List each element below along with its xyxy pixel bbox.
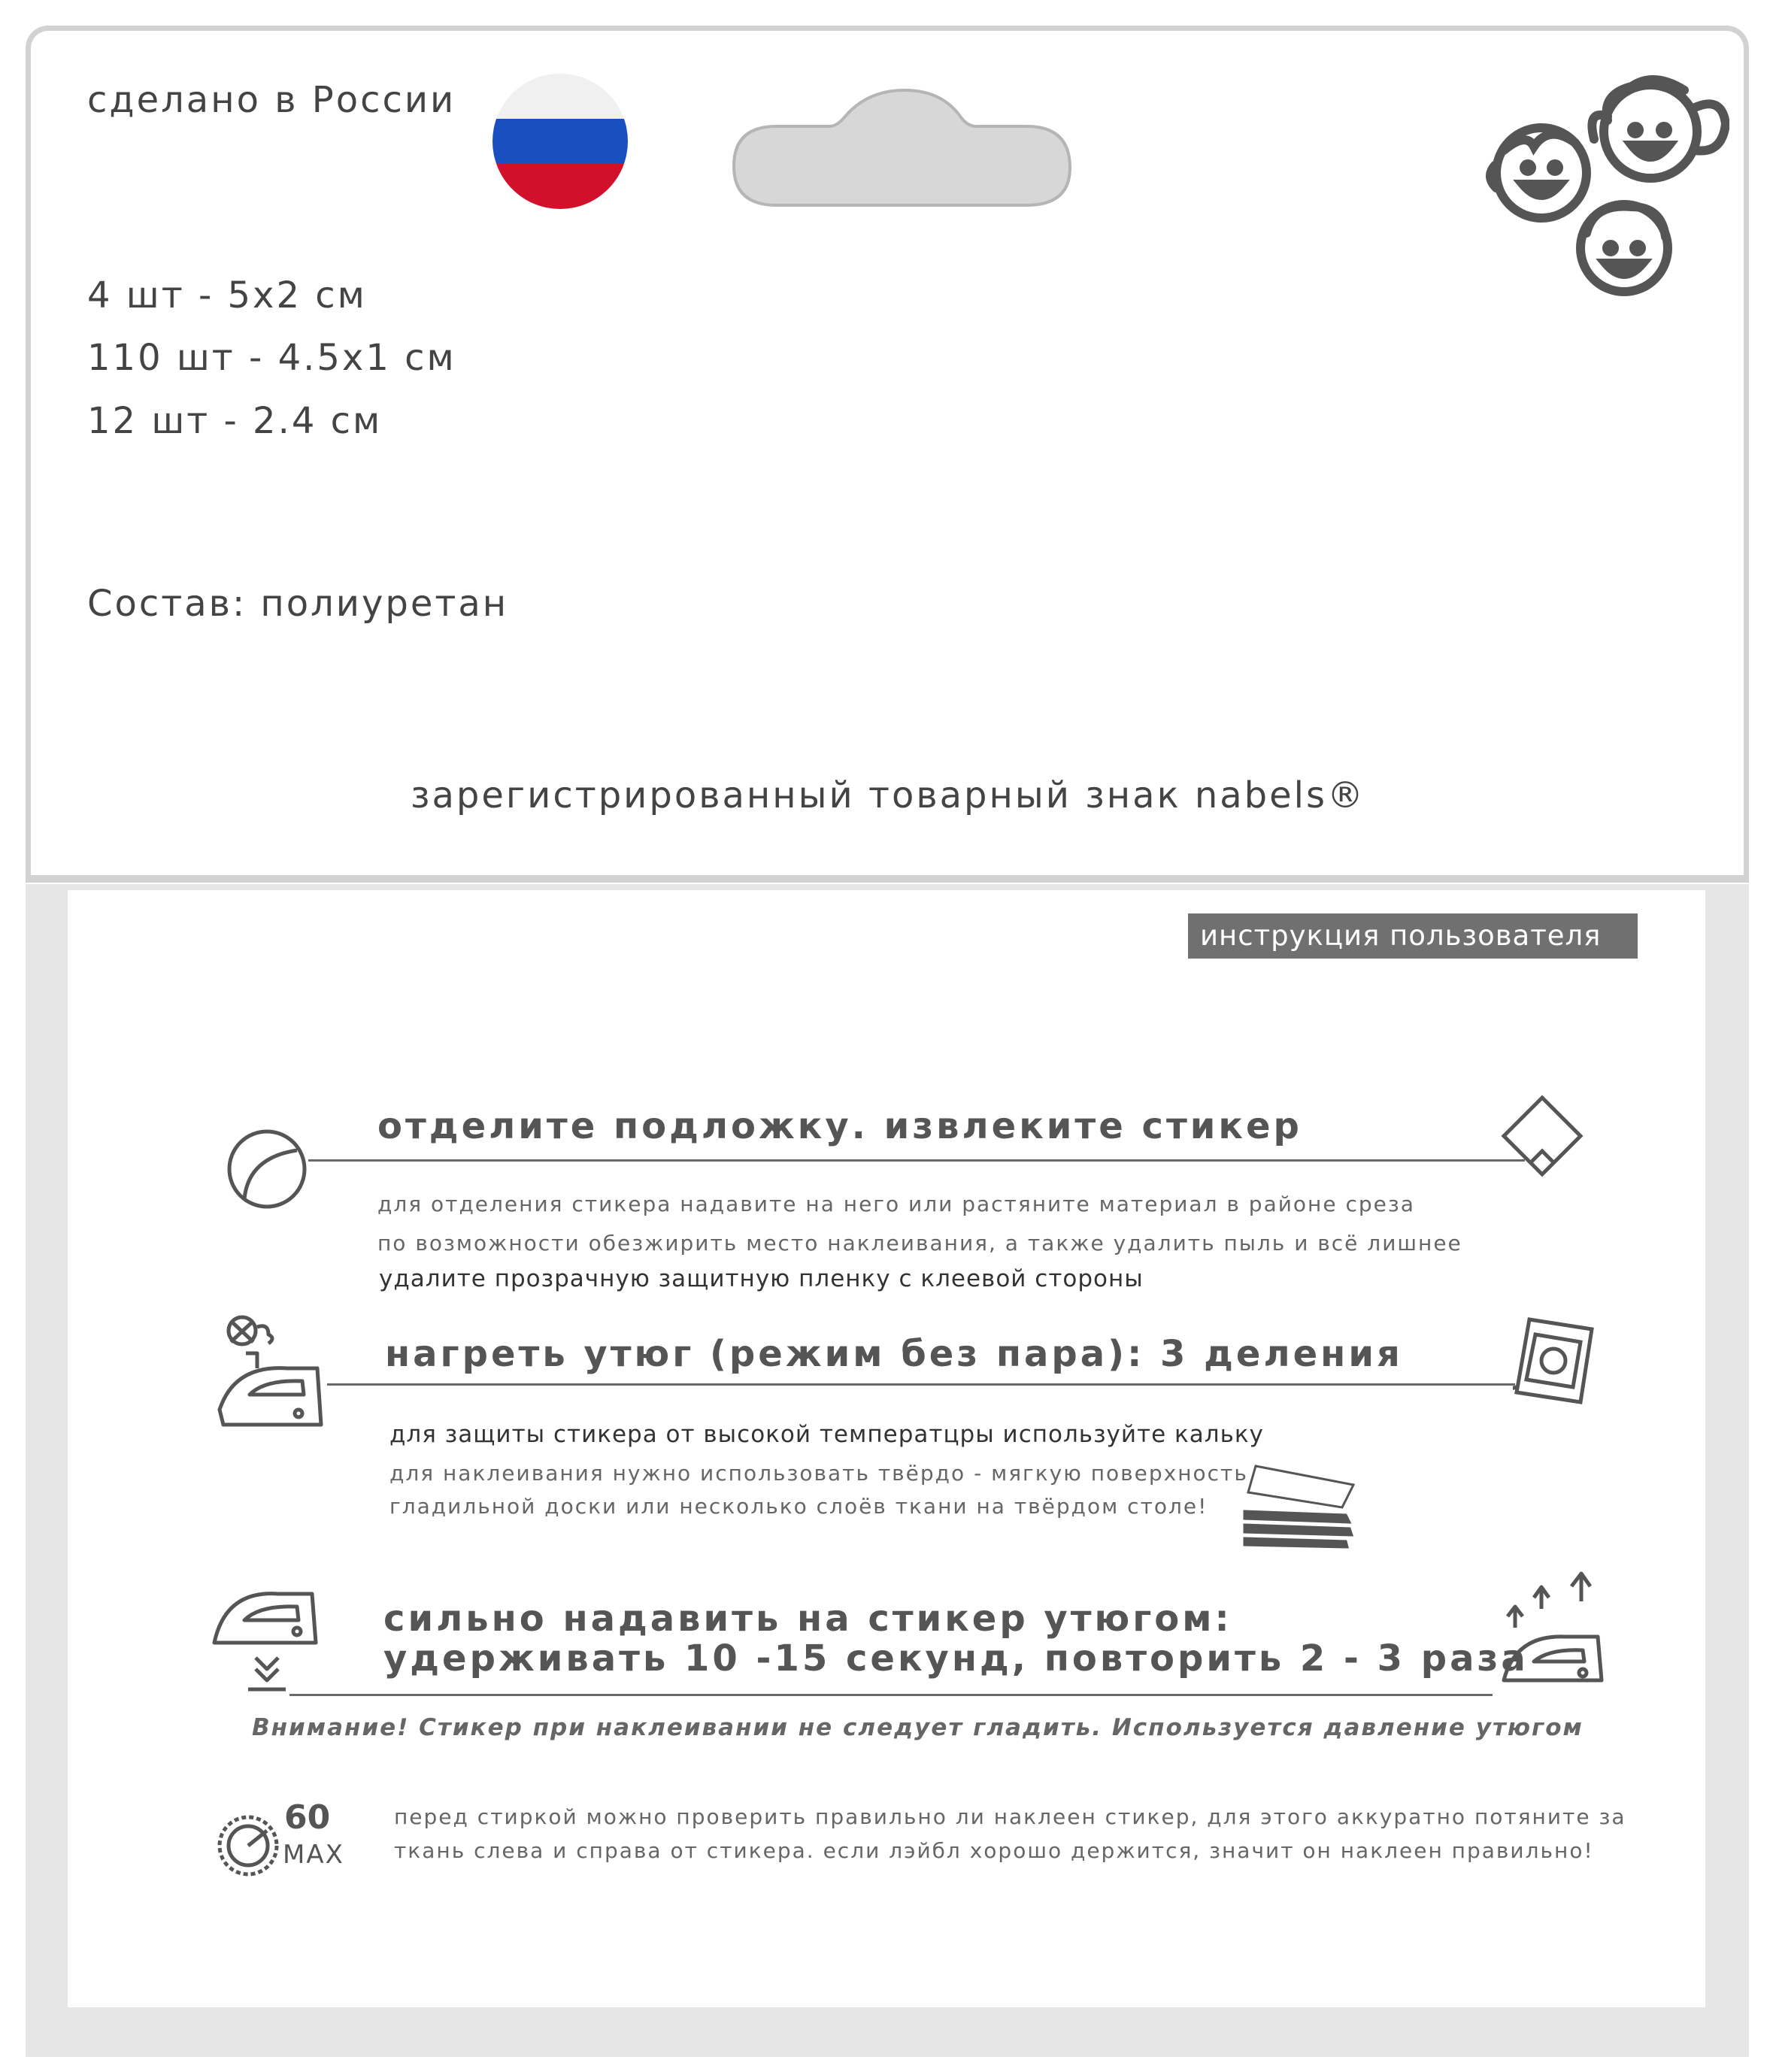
step1-line-1: для отделения стикера надавите на него или растяните материал в районе среза [377, 1192, 1415, 1216]
quantity-line-1: 4 шт - 5х2 см [87, 274, 367, 317]
step2-line-2: для наклеивания нужно использовать твёрдо - мягкую поверхность [389, 1461, 1248, 1486]
user-manual-badge: инструкция пользователя [1188, 913, 1638, 959]
wash-line-1: перед стиркой можно проверить правильно ли наклеен стикер, для этого аккуратно потяните за [394, 1804, 1626, 1829]
step1-title: отделите подложку. извлеките стикер [377, 1105, 1302, 1147]
made-in-text: сделано в России [87, 79, 456, 121]
sticker-corner-icon [1500, 1094, 1584, 1178]
flag-blue-stripe [492, 119, 628, 164]
composition-text: Состав: полиуретан [87, 583, 509, 625]
fabric-layers-icon [1241, 1459, 1361, 1549]
quantity-line-3: 12 шт - 2.4 см [87, 400, 383, 442]
iron-lift-up-icon [1500, 1568, 1605, 1692]
step2-title: нагреть утюг (режим без пара): 3 деления [385, 1333, 1403, 1375]
sticker-peel-icon [226, 1128, 308, 1210]
wash-max-label: MAX [283, 1840, 344, 1870]
step1-line-3: удалите прозрачную защитную пленку с клеевой стороны [379, 1265, 1144, 1292]
step2-line-1: для защиты стикера от высокой температцры используйте кальку [389, 1421, 1264, 1448]
russia-flag-icon [492, 74, 628, 209]
step3-title-line-1: сильно надавить на стикер утюгом: [383, 1598, 1232, 1640]
step3-rule [289, 1694, 1493, 1696]
step1-rule [308, 1159, 1525, 1162]
iron-no-steam-icon [212, 1312, 332, 1436]
wash-temperature-icon [214, 1812, 282, 1880]
step1-line-2: по возможности обезжирить место наклеивания, а также удалить пыль и всё лишнее [377, 1231, 1462, 1256]
wash-line-2: ткань слева и справа от стикера. если лэйбл хорошо держится, значит он наклеен правильно! [394, 1838, 1594, 1863]
step2-line-3: гладильной доски или несколько слоёв ткани на твёрдом столе! [389, 1494, 1208, 1519]
quantity-line-2: 110 шт - 4.5х1 см [87, 337, 456, 379]
trademark-text: зарегистрированный товарный знак nabels® [410, 774, 1365, 816]
iron-press-down-icon [211, 1575, 320, 1695]
step3-title-line-2: удерживать 10 -15 секунд, повторить 2 - 3 раза [383, 1637, 1529, 1680]
kids-faces-logo-icon [1481, 64, 1729, 301]
step3-warning: Внимание! Стикер при наклеивании не следует гладить. Используется давление утюгом [252, 1714, 1584, 1741]
step2-rule [327, 1383, 1515, 1386]
hang-hole-icon [732, 89, 1071, 209]
wash-temp-value: 60 [284, 1798, 331, 1837]
iron-temperature-dial-icon [1513, 1316, 1596, 1406]
